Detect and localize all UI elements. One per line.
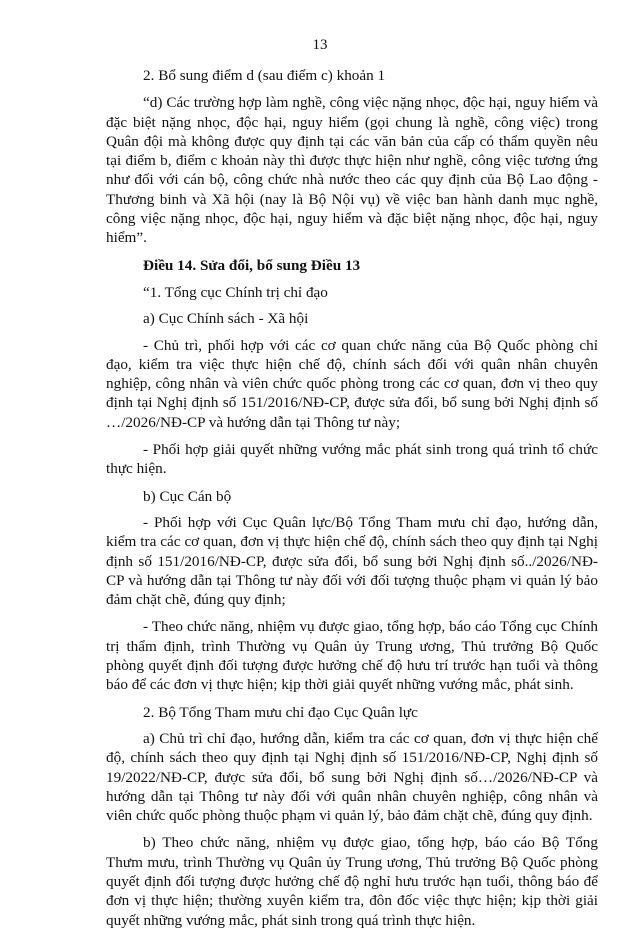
paragraph-policy-social-dept: a) Cục Chính sách - Xã hội <box>143 310 309 328</box>
paragraph-general-political-dept: “1. Tổng cục Chính trị chỉ đạo <box>143 283 328 301</box>
article-14-heading: Điều 14. Sửa đổi, bổ sung Điều 13 <box>143 256 361 274</box>
paragraph-cadre-dept-duty-1: - Phối hợp với Cục Quân lực/Bộ Tổng Tham mưu chỉ đạo, hướng dẫn, kiểm tra các cơ quan, đơn vị thực hiện chế độ, chính sách theo quy định tại Nghị định số 151/2016/NĐ-CP, được sửa đổi, bổ sung bởi Nghị định số../2026/NĐ-CP và hướng dẫn tại Thông tư này đối với đối tượng thuộc phạm vi quản lý bảo đảm chặt chẽ, đúng quy định; <box>106 513 598 609</box>
paragraph-policy-dept-duty-2: - Phối hợp giải quyết những vướng mắc phát sinh trong quá trình tổ chức thực hiện. <box>106 441 598 478</box>
paragraph-cadre-dept-duty-2: - Theo chức năng, nhiệm vụ được giao, tổng hợp, báo cáo Tổng cục Chính trị thẩm định, trình Thường vụ Quân ủy Trung ương, Thủ trưởng Bộ Quốc phòng quyết định đối tượng được hưởng chế độ hưu trí trước hạn tuổi và thông báo để các đơn vị thực hiện; kịp thời giải quyết những vướng mắc, phát sinh. <box>106 618 598 694</box>
paragraph-point-d-text: “d) Các trường hợp làm nghề, công việc nặng nhọc, độc hại, nguy hiểm và đặc biệt nặng nhọc, độc hại, nguy hiểm (gọi chung là nghề, công việc) trong Quân đội mà không được quy định tại các văn bản của cấp có thẩm quyền nêu tại điểm b, điểm c khoản này thì được thực hiện như nghề, công việc tương ứng như đối với cán bộ, công chức nhà nước theo các quy định của Bộ Lao động - Thương binh và Xã hội (nay là Bộ Nội vụ) về việc ban hành danh mục nghề, công việc nặng nhọc, độc hại, nguy hiểm và đặc biệt nặng nhọc, độc hại, nguy hiểm”. <box>106 94 598 247</box>
paragraph-general-staff: 2. Bộ Tổng Tham mưu chỉ đạo Cục Quân lực <box>143 703 418 721</box>
paragraph-general-staff-duty-a: a) Chủ trì chỉ đạo, hướng dẫn, kiểm tra các cơ quan, đơn vị thực hiện chế độ, chính sách theo quy định tại Nghị định số 151/2016/NĐ-CP, Nghị định số 19/2022/NĐ-CP, được sửa đổi, bổ sung bởi Nghị định số…/2026/NĐ-CP và hướng dẫn tại Thông tư này đối với quân nhân chuyên nghiệp, công nhân và viên chức quốc phòng thuộc phạm vi quản lý, bảo đảm chặt chẽ, đúng quy định. <box>106 729 598 825</box>
document-body <box>106 66 598 938</box>
paragraph-amend-point-d: 2. Bổ sung điểm d (sau điểm c) khoản 1 <box>143 67 386 84</box>
paragraph-cadre-dept: b) Cục Cán bộ <box>143 487 232 505</box>
paragraph-general-staff-duty-b: b) Theo chức năng, nhiệm vụ được giao, tổng hợp, báo cáo Bộ Tổng Thưm mưu, trình Thường vụ Quân ủy Trung ương, Thủ trưởng Bộ Quốc phòng quyết định đối tượng được hưởng chế độ nghỉ hưu trước hạn tuổi, thông báo để đơn vị thực hiện; thường xuyên kiểm tra, đôn đốc việc thực hiện; kịp thời giải quyết những vướng mắc, phát sinh trong quá trình thực hiện. <box>106 834 598 929</box>
page-number: 13 <box>312 37 328 53</box>
paragraph-policy-dept-duty-1: - Chủ trì, phối hợp với các cơ quan chức năng của Bộ Quốc phòng chỉ đạo, kiểm tra việc thực hiện chế độ, chính sách đối với quân nhân chuyên nghiệp, công nhân và viên chức quốc phòng trong các cơ quan, đơn vị theo quy định tại Nghị định số 151/2016/NĐ-CP, được sửa đổi, bổ sung bởi Nghị định số …/2026/NĐ-CP và hướng dẫn tại Thông tư này; <box>106 336 598 431</box>
